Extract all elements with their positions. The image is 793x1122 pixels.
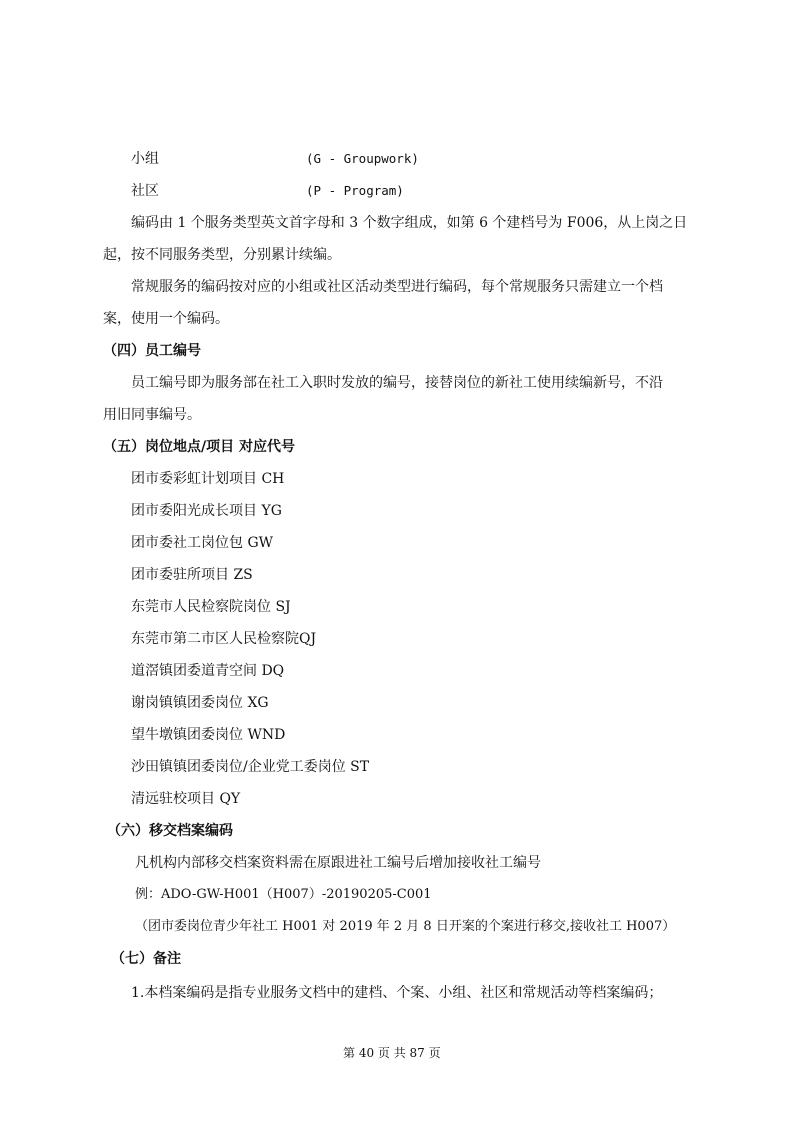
section-heading: （七）备注	[111, 951, 181, 967]
group-code: (G - Groupwork)	[306, 151, 419, 166]
paragraph-line: （团市委岗位青少年社工 H001 对 2019 年 2 月 8 日开案的个案进行移交,接收社工 H007）	[135, 919, 676, 934]
paragraph-line: 常规服务的编码按对应的小组或社区活动类型进行编码，每个常规服务只需建立一个档	[131, 279, 663, 295]
list-item: 望牛墩镇团委岗位 WND	[131, 727, 286, 743]
paragraph-line: 用旧同事编号。	[103, 407, 201, 423]
section-heading: （六）移交档案编码	[107, 823, 233, 839]
example-code: 例：ADO-GW-H001（H007）-20190205-C001	[135, 887, 432, 902]
list-item: 团市委驻所项目 ZS	[131, 567, 253, 583]
community-code: (P - Program)	[306, 183, 404, 198]
list-item: 沙田镇镇团委岗位/企业党工委岗位 ST	[131, 759, 370, 775]
paragraph-line: 1.本档案编码是指专业服务文档中的建档、个案、小组、社区和常规活动等档案编码；	[131, 985, 663, 1001]
paragraph-line: 凡机构内部移交档案资料需在原跟进社工编号后增加接收社工编号	[135, 855, 541, 871]
list-item: 东莞市人民检察院岗位 SJ	[131, 599, 291, 615]
section-heading: （四）员工编号	[103, 343, 201, 359]
list-item: 团市委阳光成长项目 YG	[131, 503, 282, 519]
paragraph-line: 案，使用一个编码。	[103, 311, 229, 327]
paragraph-line: 编码由 1 个服务类型英文首字母和 3 个数字组成，如第 6 个建档号为 F006，从上岗之日	[131, 215, 688, 231]
list-item: 谢岗镇镇团委岗位 XG	[131, 695, 269, 711]
list-item: 清远驻校项目 QY	[131, 791, 241, 807]
list-item: 团市委社工岗位包 GW	[131, 535, 274, 551]
list-item: 道滘镇团委道青空间 DQ	[131, 663, 285, 679]
group-label: 小组	[131, 151, 159, 167]
paragraph-line: 起，按不同服务类型，分别累计续编。	[103, 247, 341, 263]
section-heading: （五）岗位地点/项目 对应代号	[103, 439, 295, 455]
list-item: 团市委彩虹计划项目 CH	[131, 471, 285, 487]
paragraph-line: 员工编号即为服务部在社工入职时发放的编号，接替岗位的新社工使用续编新号，不沿	[131, 375, 663, 391]
page-footer: 第 40 页 共 87 页	[343, 1046, 441, 1060]
community-label: 社区	[131, 183, 159, 199]
list-item: 东莞市第二市区人民检察院QJ	[131, 631, 317, 647]
